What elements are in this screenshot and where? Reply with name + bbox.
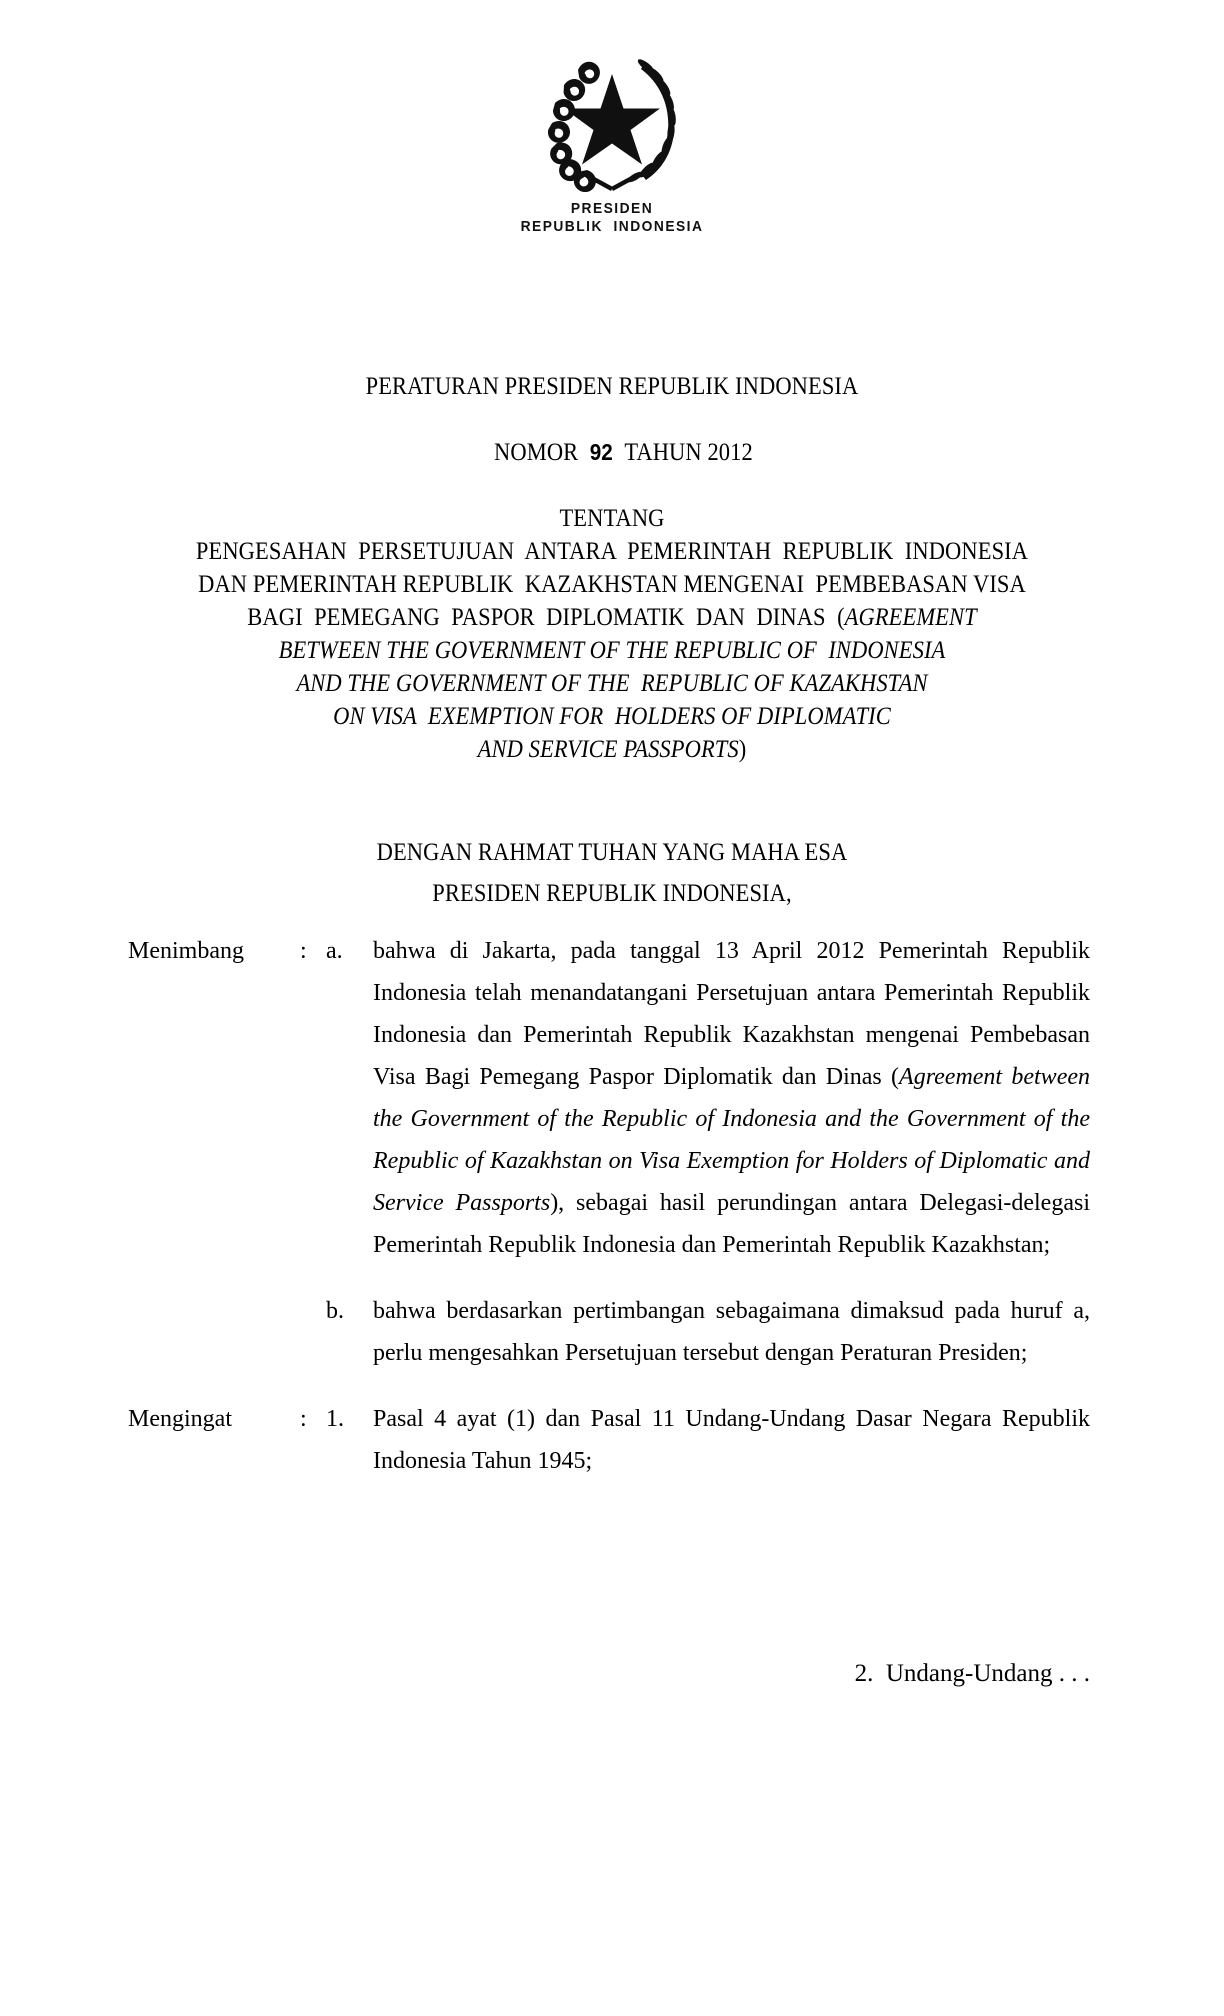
blessing-line: DENGAN RAHMAT TUHAN YANG MAHA ESA xyxy=(376,839,848,866)
clause-colon-mengingat: : xyxy=(300,1406,307,1432)
nomor-prefix: NOMOR xyxy=(494,439,579,466)
enactor-line: PRESIDEN REPUBLIK INDONESIA, xyxy=(432,880,792,907)
clause-colon-menimbang: : xyxy=(300,938,307,964)
regulation-type-line: PERATURAN PRESIDEN REPUBLIK INDONESIA xyxy=(365,373,859,400)
clause-menimbang xyxy=(0,930,1224,1374)
title-line-7-paren: ) xyxy=(738,736,747,763)
regulation-number-value: 92 xyxy=(589,439,613,465)
emblem-caption xyxy=(49,200,1175,236)
item-marker-a: a. xyxy=(326,938,343,964)
tentang-line: TENTANG xyxy=(559,505,665,532)
item-marker-1: 1. xyxy=(326,1406,344,1432)
item-spacer xyxy=(0,1266,1224,1290)
clause-label-mengingat: Mengingat xyxy=(128,1406,232,1432)
enactment-block xyxy=(112,832,1112,914)
item-a-seg-2-italic: Agreement between the Government of the Republic of Indonesia and the Government of the Republic of Kazakhstan on Visa Exemption for Holders of Diplomatic and Service Passports xyxy=(373,1064,1090,1216)
item-a-seg-1: bahwa di Jakarta, pada tanggal 13 April 2012 Pemerintah Republik Indonesia telah menandatangani Persetujuan antara Pemerintah Republik Indonesia dan Pemerintah Republik Kazakhstan mengenai Pembebasan Visa Bagi Pemegang Paspor Diplomatik dan Dinas ( xyxy=(373,938,1090,1090)
title-line-7-italic: AND SERVICE PASSPORTS xyxy=(477,736,739,763)
page-continuation-catchword: 2. Undang-Undang . . . xyxy=(854,1660,1090,1687)
clause-spacer xyxy=(0,1374,1224,1398)
presidential-emblem-block xyxy=(0,44,1224,236)
title-line-3-italic: AGREEMENT xyxy=(844,604,977,631)
title-line-6: ON VISA EXEMPTION FOR HOLDERS OF DIPLOMATIC xyxy=(333,703,891,730)
item-text-a xyxy=(373,930,1090,1266)
clause-item-1 xyxy=(0,1398,1224,1482)
clause-item-b xyxy=(0,1290,1224,1374)
indonesian-presidential-seal-icon xyxy=(536,44,688,194)
title-line-5: AND THE GOVERNMENT OF THE REPUBLIC OF KAZAKHSTAN xyxy=(296,670,928,697)
item-marker-b: b. xyxy=(326,1298,344,1324)
document-title-block xyxy=(112,370,1112,766)
item-text-1: Pasal 4 ayat (1) dan Pasal 11 Undang-Undang Dasar Negara Republik Indonesia Tahun 1945; xyxy=(373,1406,1090,1474)
title-line-2: DAN PEMERINTAH REPUBLIK KAZAKHSTAN MENGENAI PEMBEBASAN VISA xyxy=(198,571,1026,598)
item-text-b: bahwa berdasarkan pertimbangan sebagaimana dimaksud pada huruf a, perlu mengesahkan Persetujuan tersebut dengan Peraturan Presiden; xyxy=(373,1298,1090,1366)
clause-item-a xyxy=(0,930,1224,1266)
title-line-3-roman: BAGI PEMEGANG PASPOR DIPLOMATIK DAN DINAS ( xyxy=(247,604,845,631)
document-body xyxy=(0,930,1224,1482)
regulation-number-line xyxy=(162,403,1062,502)
emblem-caption-line-2: REPUBLIK INDONESIA xyxy=(520,218,704,235)
clause-label-menimbang: Menimbang xyxy=(128,938,244,964)
nomor-suffix: TAHUN 2012 xyxy=(624,439,753,466)
emblem-caption-line-1: PRESIDEN xyxy=(570,200,654,217)
title-line-4: BETWEEN THE GOVERNMENT OF THE REPUBLIC OF INDONESIA xyxy=(278,637,946,664)
item-a-seg-3: ), sebagai hasil perundingan antara Delegasi-delegasi Pemerintah Republik Indonesia dan Pemerintah Republik Kazakhstan; xyxy=(373,1190,1090,1258)
title-line-1: PENGESAHAN PERSETUJUAN ANTARA PEMERINTAH REPUBLIK INDONESIA xyxy=(195,538,1029,565)
title-line-3 xyxy=(162,601,1062,634)
clause-mengingat xyxy=(0,1398,1224,1482)
title-line-7 xyxy=(162,733,1062,766)
